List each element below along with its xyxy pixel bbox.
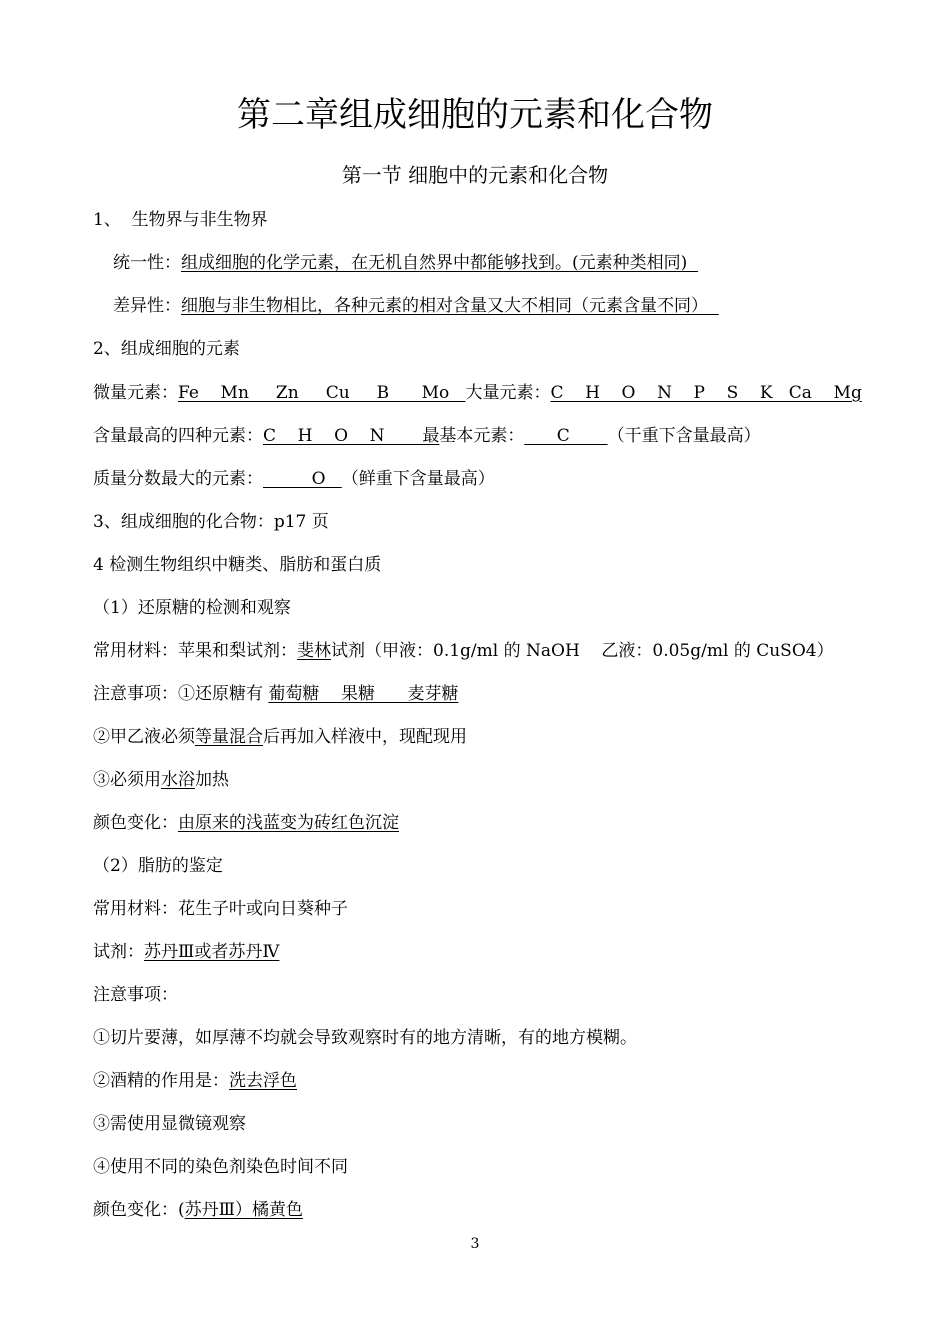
underlined-text: 洗去浮色 (229, 1071, 297, 1091)
chapter-title: 第二章组成细胞的元素和化合物 (237, 95, 713, 135)
line-text: 1、 生物界与非生物界 (93, 210, 268, 230)
text-line (93, 1155, 348, 1179)
line-text: 试剂（甲液：0.1g/ml 的 NaOH 乙液：0.05g/ml 的 CuSO4） (331, 641, 834, 661)
text-line (113, 294, 719, 318)
underlined-text: 细胞与非生物相比，各种元素的相对含量又大不相同（元素含量不同） (181, 296, 719, 316)
line-text: 基本元素： (439, 426, 525, 446)
line-text: 3、组成细胞的化合物：p17 页 (93, 512, 329, 532)
underlined-text: 葡萄糖 果糖 麦芽糖 (268, 684, 459, 704)
text-line (93, 1026, 637, 1050)
text-line (93, 424, 761, 448)
line-text: 含量最高的四种元素： (93, 426, 263, 446)
line-text: 注意事项： (93, 985, 178, 1005)
underlined-text: Fe Mn Zn Cu B Mo (178, 383, 466, 403)
line-text: ①切片要薄，如厚薄不均就会导致观察时有的地方清晰，有的地方模糊。 (93, 1028, 637, 1048)
underlined-text: 苏丹Ⅲ）橘黄色 (184, 1200, 304, 1220)
page-number: 3 (470, 1236, 480, 1252)
line-text: （干重下含量最高） (607, 426, 761, 446)
text-line (93, 639, 834, 663)
text-line (93, 1112, 246, 1136)
text-line (93, 381, 862, 405)
text-line (93, 854, 223, 878)
line-text: 微量元素： (93, 383, 178, 403)
line-text: 加热 (195, 770, 229, 790)
line-text: 颜色变化：( (93, 1200, 185, 1220)
underlined-text: C H O N 最 (263, 426, 440, 446)
text-line (93, 510, 329, 534)
line-text: 注意事项：①还原糖有 (93, 684, 269, 704)
line-text: 大量元素： (465, 383, 551, 403)
line-text: 统一性： (113, 253, 181, 273)
line-text: ②酒精的作用是： (93, 1071, 229, 1091)
line-text: 4 检测生物组织中糖类、脂肪和蛋白质 (93, 555, 382, 575)
text-line (93, 596, 291, 620)
line-text: （2）脂肪的鉴定 (93, 856, 223, 876)
line-text: （1）还原糖的检测和观察 (93, 598, 291, 618)
text-line (93, 467, 495, 491)
text-line (93, 940, 279, 964)
underlined-text: C H O N P S K Ca Mg (550, 383, 862, 403)
underlined-text: C (524, 426, 608, 446)
text-line (93, 682, 458, 706)
line-text: 质量分数最大的元素： (93, 469, 263, 489)
text-line (93, 725, 467, 749)
text-line (93, 811, 399, 835)
text-line (93, 983, 178, 1007)
text-line (113, 251, 698, 275)
section-title: 第一节 细胞中的元素和化合物 (341, 163, 609, 187)
line-text: ③必须用 (93, 770, 161, 790)
line-text: 2、组成细胞的元素 (93, 339, 240, 359)
underlined-text: 苏丹Ⅲ或者苏丹Ⅳ (144, 942, 280, 962)
underlined-text: 等量混合 (195, 727, 263, 747)
text-line (93, 1069, 297, 1093)
line-text: ④使用不同的染色剂染色时间不同 (93, 1157, 348, 1177)
text-line (93, 553, 381, 577)
line-text: 颜色变化： (93, 813, 178, 833)
text-line (93, 337, 240, 361)
line-text: 差异性： (113, 296, 181, 316)
text-line (93, 208, 268, 232)
underlined-text: 水浴 (161, 770, 195, 790)
line-text: ②甲乙液必须 (93, 727, 195, 747)
line-text: ③需使用显微镜观察 (93, 1114, 246, 1134)
line-text: 试剂： (93, 942, 144, 962)
text-line (93, 1198, 303, 1222)
underlined-text: 斐林 (297, 641, 331, 661)
underlined-text: 组成细胞的化学元素，在无机自然界中都能够找到。(元素种类相同) (181, 253, 699, 273)
text-line (93, 897, 348, 921)
line-text: 常用材料：苹果和梨试剂： (93, 641, 297, 661)
line-text: 后再加入样液中，现配现用 (263, 727, 467, 747)
underlined-text: 由原来的浅蓝变为砖红色沉淀 (178, 813, 399, 833)
text-line (93, 768, 229, 792)
line-text: （鲜重下含量最高） (341, 469, 495, 489)
underlined-text: O (263, 469, 342, 489)
line-text: 常用材料：花生子叶或向日葵种子 (93, 899, 348, 919)
